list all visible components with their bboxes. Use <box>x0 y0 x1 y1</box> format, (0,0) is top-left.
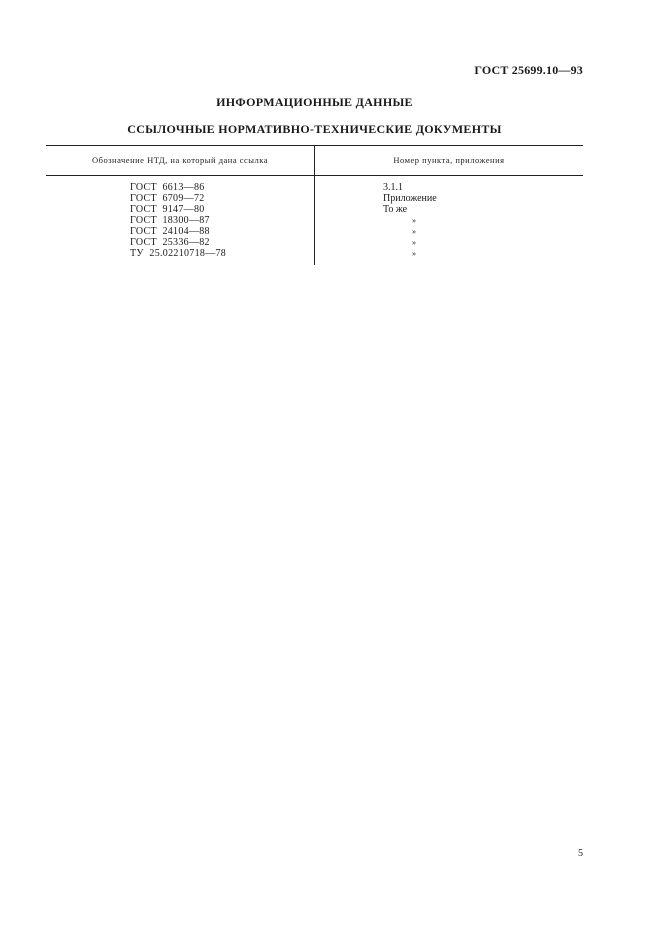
table-row <box>46 215 583 226</box>
cell-clause: 3.1.1 <box>383 182 403 193</box>
table-row <box>46 204 583 215</box>
table-row <box>46 226 583 237</box>
cell-clause: Приложение <box>383 193 437 204</box>
cell-document: ГОСТ 9147—80 <box>130 204 205 215</box>
section-title-references: ССЫЛОЧНЫЕ НОРМАТИВНО-ТЕХНИЧЕСКИЕ ДОКУМЕНТЫ <box>127 122 502 136</box>
cell-clause-ditto: » <box>412 216 416 225</box>
cell-clause-ditto: » <box>412 227 416 236</box>
cell-document: ГОСТ 25336—82 <box>130 237 210 248</box>
cell-clause: То же <box>383 204 408 215</box>
cell-document: ГОСТ 24104—88 <box>130 226 210 237</box>
table-row <box>46 248 583 259</box>
page-number: 5 <box>578 848 583 859</box>
section-title-info: ИНФОРМАЦИОННЫЕ ДАННЫЕ <box>216 95 413 109</box>
table-row <box>46 193 583 204</box>
cell-document: ГОСТ 18300—87 <box>130 215 210 226</box>
cell-document: ТУ 25.02210718—78 <box>130 248 227 259</box>
table-row <box>46 237 583 248</box>
cell-document: ГОСТ 6709—72 <box>130 193 205 204</box>
table-row <box>46 182 583 193</box>
table-body <box>46 182 583 259</box>
column-header-clause: Номер пункта, приложения <box>393 155 505 165</box>
document-code: ГОСТ 25699.10—93 <box>474 63 583 77</box>
column-header-document: Обозначение НТД, на который дана ссылка <box>91 155 269 165</box>
cell-document: ГОСТ 6613—86 <box>130 182 205 193</box>
cell-clause-ditto: » <box>412 249 416 258</box>
cell-clause-ditto: » <box>412 238 416 247</box>
